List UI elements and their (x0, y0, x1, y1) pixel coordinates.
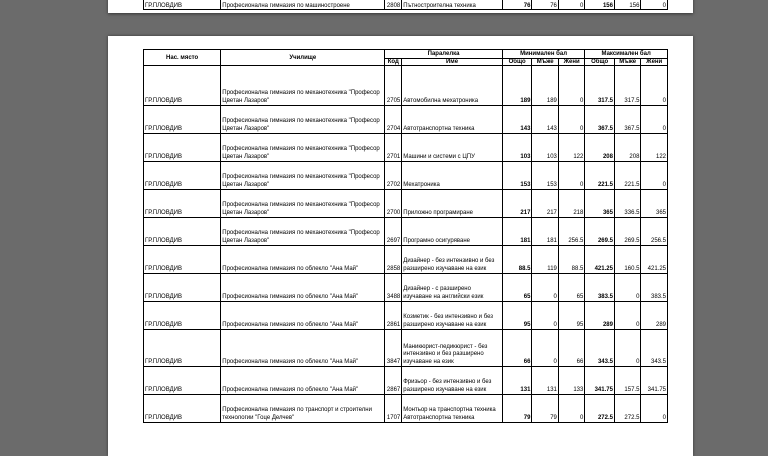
max-total-cell: 269.5 (585, 218, 615, 246)
min-female-cell: 0 (558, 395, 584, 423)
max-male-cell: 156 (614, 0, 640, 10)
min-male-cell: 217 (532, 190, 558, 218)
city-cell: ГР.ПЛОВДИВ (144, 66, 221, 106)
max-male-cell: 0 (614, 302, 640, 330)
code-cell: 2700 (385, 190, 402, 218)
max-female-cell: 256.5 (641, 218, 668, 246)
min-male-cell: 131 (532, 367, 558, 395)
previous-page (108, 0, 693, 13)
max-male-cell: 0 (614, 330, 640, 367)
max-total-cell: 208 (585, 134, 615, 162)
min-female-cell: 0 (558, 0, 584, 10)
min-female-cell: 88.5 (558, 246, 584, 274)
table-row (144, 0, 668, 10)
max-female-cell: 383.5 (641, 274, 668, 302)
min-male-cell: 0 (532, 302, 558, 330)
min-total-cell: 103 (502, 134, 532, 162)
min-male-cell: 79 (532, 395, 558, 423)
min-female-cell: 218 (558, 190, 584, 218)
max-male-cell: 336.5 (614, 190, 640, 218)
max-male-cell: 367.5 (614, 106, 640, 134)
max-female-cell: 289 (641, 302, 668, 330)
min-female-cell: 66 (558, 330, 584, 367)
min-total-cell: 88.5 (502, 246, 532, 274)
name-cell: Дизайнер - с разширено изучаване на английски език (402, 274, 503, 302)
max-female-cell: 0 (641, 0, 668, 10)
header-row (144, 50, 668, 59)
max-total-cell: 365 (585, 190, 615, 218)
city-cell: ГР.ПЛОВДИВ (144, 0, 221, 10)
name-cell: Козметик - без интензивно и без разширено изучаване на език (402, 302, 503, 330)
min-female-cell: 133 (558, 367, 584, 395)
city-cell: ГР.ПЛОВДИВ (144, 274, 221, 302)
table-row (144, 330, 668, 367)
name-cell: Автотранспортна техника (402, 106, 503, 134)
name-cell: Програмно осигуряване (402, 218, 503, 246)
code-cell: 2867 (385, 367, 402, 395)
header-class-group: Паралелка (385, 50, 502, 59)
school-cell: Професионална гимназия по облекло "Ана Май" (221, 367, 385, 395)
city-cell: ГР.ПЛОВДИВ (144, 218, 221, 246)
code-cell: 2861 (385, 302, 402, 330)
current-page (108, 36, 693, 456)
header-max-male: Мъже (614, 59, 640, 66)
min-total-cell: 95 (502, 302, 532, 330)
school-cell: Професионална гимназия по облекло "Ана Май" (221, 330, 385, 367)
min-male-cell: 0 (532, 274, 558, 302)
min-male-cell: 189 (532, 66, 558, 106)
school-cell: Професионална гимназия по механотехника "Професор Цветан Лазаров" (221, 134, 385, 162)
city-cell: ГР.ПЛОВДИВ (144, 162, 221, 190)
code-cell: 1707 (385, 395, 402, 423)
max-male-cell: 269.5 (614, 218, 640, 246)
header-min-group: Минимален бал (502, 50, 585, 59)
min-male-cell: 119 (532, 246, 558, 274)
max-total-cell: 272.5 (585, 395, 615, 423)
min-total-cell: 153 (502, 162, 532, 190)
min-total-cell: 181 (502, 218, 532, 246)
code-cell: 2704 (385, 106, 402, 134)
table-row (144, 367, 668, 395)
min-total-cell: 217 (502, 190, 532, 218)
school-cell: Професионална гимназия по облекло "Ана Май" (221, 302, 385, 330)
header-max-total: Общо (585, 59, 615, 66)
city-cell: ГР.ПЛОВДИВ (144, 395, 221, 423)
header-max-group: Максимален бал (585, 50, 668, 59)
school-cell: Професионална гимназия по механотехника "Професор Цветан Лазаров" (221, 106, 385, 134)
table-row (144, 246, 668, 274)
school-cell: Професионална гимназия по механотехника "Професор Цветан Лазаров" (221, 66, 385, 106)
max-male-cell: 208 (614, 134, 640, 162)
max-male-cell: 317.5 (614, 66, 640, 106)
name-cell: Фризьор - без интензивно и без разширено изучаване на език (402, 367, 503, 395)
table-row (144, 190, 668, 218)
name-cell: Пътностроителна техника (402, 0, 503, 10)
table-row (144, 162, 668, 190)
code-cell: 2701 (385, 134, 402, 162)
header-school: Училище (221, 50, 385, 66)
min-male-cell: 76 (532, 0, 558, 10)
max-total-cell: 421.25 (585, 246, 615, 274)
max-total-cell: 289 (585, 302, 615, 330)
max-female-cell: 343.5 (641, 330, 668, 367)
min-female-cell: 0 (558, 66, 584, 106)
school-cell: Професионална гимназия по механотехника "Професор Цветан Лазаров" (221, 190, 385, 218)
code-cell: 2858 (385, 246, 402, 274)
header-max-female: Жени (641, 59, 668, 66)
max-male-cell: 157.5 (614, 367, 640, 395)
table-row (144, 106, 668, 134)
code-cell: 2705 (385, 66, 402, 106)
min-total-cell: 79 (502, 395, 532, 423)
city-cell: ГР.ПЛОВДИВ (144, 330, 221, 367)
city-cell: ГР.ПЛОВДИВ (144, 246, 221, 274)
min-male-cell: 181 (532, 218, 558, 246)
header-city: Нас. място (144, 50, 221, 66)
min-male-cell: 0 (532, 330, 558, 367)
min-female-cell: 0 (558, 162, 584, 190)
min-total-cell: 143 (502, 106, 532, 134)
name-cell: Приложно програмиране (402, 190, 503, 218)
max-female-cell: 0 (641, 106, 668, 134)
min-total-cell: 76 (502, 0, 532, 10)
max-total-cell: 221.5 (585, 162, 615, 190)
min-total-cell: 189 (502, 66, 532, 106)
max-female-cell: 0 (641, 66, 668, 106)
table-row (144, 134, 668, 162)
max-male-cell: 272.5 (614, 395, 640, 423)
table-row (144, 218, 668, 246)
max-female-cell: 122 (641, 134, 668, 162)
min-male-cell: 103 (532, 134, 558, 162)
city-cell: ГР.ПЛОВДИВ (144, 106, 221, 134)
max-female-cell: 421.25 (641, 246, 668, 274)
max-total-cell: 341.75 (585, 367, 615, 395)
code-cell: 2702 (385, 162, 402, 190)
header-min-male: Мъже (532, 59, 558, 66)
code-cell: 2808 (385, 0, 402, 10)
max-male-cell: 221.5 (614, 162, 640, 190)
school-cell: Професионална гимназия по облекло "Ана Май" (221, 246, 385, 274)
table-row (144, 302, 668, 330)
name-cell: Маникюрист-педикюрист - без интензивно и без разширено изучаване на език (402, 330, 503, 367)
results-table (143, 49, 668, 423)
header-min-total: Общо (502, 59, 532, 66)
max-male-cell: 160.5 (614, 246, 640, 274)
min-male-cell: 143 (532, 106, 558, 134)
header-name: Име (402, 59, 503, 66)
min-female-cell: 122 (558, 134, 584, 162)
max-female-cell: 365 (641, 190, 668, 218)
min-female-cell: 256.5 (558, 218, 584, 246)
city-cell: ГР.ПЛОВДИВ (144, 190, 221, 218)
min-female-cell: 0 (558, 106, 584, 134)
table-row (144, 274, 668, 302)
code-cell: 3488 (385, 274, 402, 302)
min-female-cell: 95 (558, 302, 584, 330)
max-total-cell: 156 (585, 0, 615, 10)
city-cell: ГР.ПЛОВДИВ (144, 302, 221, 330)
max-total-cell: 317.5 (585, 66, 615, 106)
table-row (144, 395, 668, 423)
name-cell: Дизайнер - без интензивно и без разширено изучаване на език (402, 246, 503, 274)
name-cell: Мехатроника (402, 162, 503, 190)
min-total-cell: 131 (502, 367, 532, 395)
school-cell: Професионална гимназия по механотехника "Професор Цветан Лазаров" (221, 218, 385, 246)
min-male-cell: 153 (532, 162, 558, 190)
header-code: Код (385, 59, 402, 66)
school-cell: Професионална гимназия по механотехника "Професор Цветан Лазаров" (221, 162, 385, 190)
code-cell: 2697 (385, 218, 402, 246)
header-min-female: Жени (558, 59, 584, 66)
name-cell: Монтьор на транспортна техника Автотранспортна техника (402, 395, 503, 423)
school-cell: Професионална гимназия по машиностроене (221, 0, 385, 10)
city-cell: ГР.ПЛОВДИВ (144, 134, 221, 162)
max-total-cell: 383.5 (585, 274, 615, 302)
code-cell: 3847 (385, 330, 402, 367)
school-cell: Професионална гимназия по транспорт и строителни технологии "Гоце Делчев" (221, 395, 385, 423)
max-total-cell: 343.5 (585, 330, 615, 367)
max-male-cell: 0 (614, 274, 640, 302)
max-total-cell: 367.5 (585, 106, 615, 134)
max-female-cell: 0 (641, 162, 668, 190)
max-female-cell: 0 (641, 395, 668, 423)
name-cell: Автомобилна мехатроника (402, 66, 503, 106)
max-female-cell: 341.75 (641, 367, 668, 395)
min-female-cell: 65 (558, 274, 584, 302)
city-cell: ГР.ПЛОВДИВ (144, 367, 221, 395)
school-cell: Професионална гимназия по облекло "Ана Май" (221, 274, 385, 302)
previous-page-table (143, 0, 668, 10)
table-row (144, 66, 668, 106)
name-cell: Машини и системи с ЦПУ (402, 134, 503, 162)
min-total-cell: 66 (502, 330, 532, 367)
min-total-cell: 65 (502, 274, 532, 302)
